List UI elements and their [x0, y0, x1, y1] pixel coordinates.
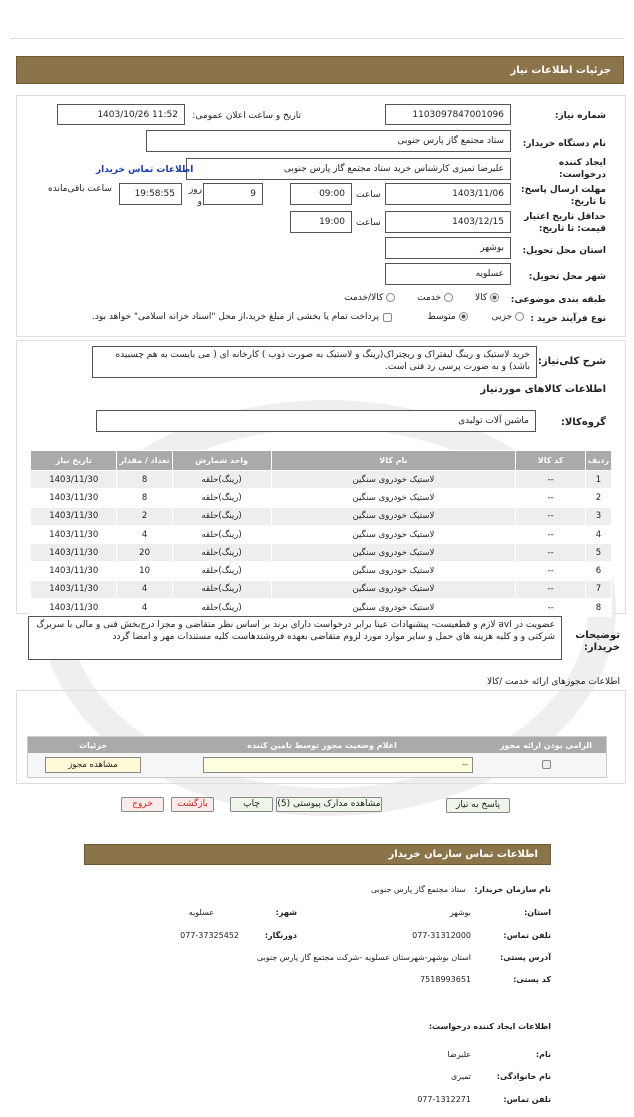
min-price-label: حداقل تاریخ اعتبار قیمت: تا تاریخ:	[524, 212, 606, 234]
deadline-time-field: 09:00	[290, 183, 352, 205]
cell-qty: 4	[117, 525, 172, 543]
page-title: جزئیات اطلاعات نیاز	[510, 64, 611, 76]
goods-table	[30, 450, 612, 617]
page-title-bar	[16, 56, 624, 84]
cell-unit: (رینگ)حلقه	[172, 525, 271, 543]
cell-unit: (رینگ)حلقه	[172, 471, 271, 489]
cell-date: 1403/11/30	[31, 580, 117, 598]
table-row	[31, 599, 612, 617]
cell-row: 1	[585, 471, 611, 489]
min-price-date-field: 1403/12/15	[385, 211, 511, 233]
need-number-label: شماره نیاز:	[554, 111, 606, 121]
creator-name-label: نام:	[535, 1050, 551, 1059]
goods-table-header	[31, 451, 612, 471]
cell-date: 1403/11/30	[31, 489, 117, 507]
goods-table-body	[31, 471, 612, 617]
contact-org-label: نام سازمان خریدار:	[474, 885, 551, 894]
buyer-notes-label: توضیحات خریدار:	[575, 630, 620, 653]
summary-field: خرید لاستیک و رینگ لیفتراک و ریچتراک(رینگ و لاستیک به صورت ذوب ) کارخانه ای ( می بایست به هم چسبیده باشد) و به صورت پرسی رد فنی است.	[92, 346, 537, 378]
buyer-org-label: نام دستگاه خریدار:	[522, 139, 606, 149]
deadline-date-field: 1403/11/06	[385, 183, 511, 205]
treasury-checkbox[interactable]	[383, 313, 392, 322]
contact-province-value: بوشهر	[449, 908, 471, 917]
contact-phone-label: تلفن تماس:	[503, 931, 551, 940]
category-option-both[interactable]: کالا/خدمت	[344, 293, 395, 303]
contact-address-value: استان بوشهر-شهرستان عسلویه -شرکت مجتمع گاز پارس جنوبی	[256, 953, 471, 962]
cell-qty: 8	[117, 471, 172, 489]
days-label: روز و	[188, 185, 202, 207]
contact-org-value: ستاد مجتمع گاز پارس جنوبی	[371, 885, 466, 894]
cell-name: لاستیک خودروی سنگین	[271, 580, 516, 598]
cell-row: 7	[585, 580, 611, 598]
col-code: کد کالا	[516, 451, 586, 471]
exit-button[interactable]: خروج	[121, 797, 164, 812]
permit-col-status: اعلام وضعیت مجوز توسط تامین کننده	[158, 737, 486, 754]
cell-name: لاستیک خودروی سنگین	[271, 507, 516, 525]
col-row: ردیف	[585, 451, 611, 471]
print-button[interactable]: چاپ	[230, 797, 273, 812]
contact-postal-value: 7518993651	[420, 975, 471, 984]
cell-row: 2	[585, 489, 611, 507]
cell-name: لاستیک خودروی سنگین	[271, 544, 516, 562]
buyer-org-field: ستاد مجتمع گاز پارس جنوبی	[146, 130, 511, 152]
contact-title: اطلاعات تماس سازمان خریدار	[388, 849, 538, 860]
cell-row: 8	[585, 599, 611, 617]
reply-button[interactable]: پاسخ به نیاز	[446, 798, 510, 813]
col-date: تاریخ نیاز	[31, 451, 117, 471]
table-row	[31, 525, 612, 543]
contact-fax-value: 077-37325452	[180, 931, 239, 940]
cell-row: 4	[585, 525, 611, 543]
cell-code: --	[516, 562, 586, 580]
creator-label: ایجاد کننده درخواست:	[558, 158, 606, 180]
cell-code: --	[516, 544, 586, 562]
cell-date: 1403/11/30	[31, 507, 117, 525]
creator-phone-value: 077-1312271	[417, 1095, 471, 1104]
category-option-service[interactable]: خدمت	[417, 293, 453, 303]
table-row	[31, 562, 612, 580]
permits-table	[27, 736, 607, 778]
top-divider	[10, 38, 624, 39]
table-row	[31, 580, 612, 598]
contact-title-bar	[84, 844, 551, 865]
min-price-time-field: 19:00	[290, 211, 352, 233]
contact-city-value: عسلویه	[188, 908, 214, 917]
col-name: نام کالا	[271, 451, 516, 471]
cell-code: --	[516, 580, 586, 598]
announce-label: تاریخ و ساعت اعلان عمومی:	[192, 111, 301, 121]
cell-unit: (رینگ)حلقه	[172, 507, 271, 525]
process-option-minor[interactable]: جزیی	[492, 312, 524, 322]
category-radio-group	[344, 293, 499, 303]
cell-date: 1403/11/30	[31, 525, 117, 543]
permits-title: اطلاعات مجوزهای ارائه خدمت /کالا	[486, 677, 620, 687]
radio-minor[interactable]	[515, 312, 524, 321]
deadline-label: مهلت ارسال پاسخ: تا تاریخ:	[521, 185, 606, 207]
cell-qty: 4	[117, 580, 172, 598]
contact-city-label: شهر:	[275, 908, 297, 917]
remaining-time-field: 19:58:55	[119, 183, 182, 205]
creator-field: علیرضا تمیزی کارشناس خرید ستاد مجتمع گاز پارس جنوبی	[186, 158, 511, 180]
creator-phone-label: تلفن تماس:	[503, 1095, 551, 1104]
category-option-goods[interactable]: کالا	[475, 293, 499, 303]
radio-medium[interactable]	[459, 312, 468, 321]
goods-group-label: گروه‌کالا:	[560, 417, 606, 428]
cell-row: 3	[585, 507, 611, 525]
creator-name-value: علیرضا	[447, 1050, 471, 1059]
min-price-time-label: ساعت	[356, 218, 381, 228]
cell-name: لاستیک خودروی سنگین	[271, 471, 516, 489]
contact-phone-value: 077-31312000	[412, 931, 471, 940]
col-qty: تعداد / مقدار	[117, 451, 172, 471]
view-permit-button[interactable]: مشاهده مجوز	[45, 757, 141, 773]
back-button[interactable]: بازگشت	[171, 797, 214, 812]
col-unit: واحد شمارش	[172, 451, 271, 471]
goods-group-field: ماشین آلات تولیدی	[96, 410, 536, 432]
cell-code: --	[516, 489, 586, 507]
cell-name: لاستیک خودروی سنگین	[271, 525, 516, 543]
cell-name: لاستیک خودروی سنگین	[271, 562, 516, 580]
cell-unit: (رینگ)حلقه	[172, 489, 271, 507]
cell-row: 5	[585, 544, 611, 562]
remaining-label: ساعت باقی‌مانده	[48, 184, 112, 194]
treasury-note: پرداخت تمام یا بخشی از مبلغ خرید،از محل "اسناد خزانه اسلامی" خواهد بود.	[92, 312, 392, 322]
cell-unit: (رینگ)حلقه	[172, 544, 271, 562]
radio-service[interactable]	[444, 293, 453, 302]
province-label: استان محل تحویل:	[522, 246, 606, 256]
contact-province-label: استان:	[524, 908, 551, 917]
table-row	[31, 507, 612, 525]
cell-date: 1403/11/30	[31, 562, 117, 580]
cell-qty: 8	[117, 489, 172, 507]
process-radio-group	[427, 312, 524, 322]
cell-unit: (رینگ)حلقه	[172, 580, 271, 598]
summary-label: شرح کلی‌نیاز:	[537, 356, 606, 367]
creator-family-label: نام خانوادگی:	[496, 1072, 551, 1081]
permit-col-required: الزامی بودن ارائه مجوز	[486, 737, 607, 754]
creator-family-value: تمیزی	[451, 1072, 471, 1081]
contact-postal-label: کد پستی:	[513, 975, 551, 984]
contact-info-link[interactable]: اطلاعات تماس خریدار	[96, 165, 194, 175]
cell-code: --	[516, 471, 586, 489]
cell-qty: 20	[117, 544, 172, 562]
cell-unit: (رینگ)حلقه	[172, 599, 271, 617]
contact-address-label: آدرس پستی:	[500, 953, 551, 962]
province-field: بوشهر	[385, 237, 511, 259]
need-number-field: 1103097847001096	[385, 104, 511, 125]
goods-section-title: اطلاعات کالاهای موردنیاز	[480, 384, 606, 395]
city-field: عسلویه	[385, 263, 511, 285]
cell-qty: 2	[117, 507, 172, 525]
cell-name: لاستیک خودروی سنگین	[271, 489, 516, 507]
cell-code: --	[516, 507, 586, 525]
creator-info-title: اطلاعات ایجاد کننده درخواست:	[428, 1022, 551, 1031]
cell-date: 1403/11/30	[31, 471, 117, 489]
category-label: طبقه بندی موضوعی:	[510, 295, 606, 305]
process-label: نوع فرآیند خرید :	[530, 314, 606, 324]
cell-code: --	[516, 525, 586, 543]
table-row	[31, 544, 612, 562]
cell-row: 6	[585, 562, 611, 580]
cell-unit: (رینگ)حلقه	[172, 562, 271, 580]
table-row	[31, 489, 612, 507]
days-field: 9	[203, 183, 263, 205]
table-row	[31, 471, 612, 489]
permit-status-field[interactable]: --	[203, 757, 473, 773]
permit-required-checkbox[interactable]	[542, 760, 551, 769]
radio-goods[interactable]	[490, 293, 499, 302]
contact-fax-label: دورنگار:	[264, 931, 297, 940]
cell-date: 1403/11/30	[31, 544, 117, 562]
permit-col-details: جزئیات	[28, 737, 159, 754]
permits-table-header	[28, 737, 607, 754]
deadline-time-label: ساعت	[356, 190, 381, 200]
attachments-button[interactable]: مشاهده مدارک پیوستی (5)	[276, 797, 382, 812]
cell-date: 1403/11/30	[31, 599, 117, 617]
cell-qty: 10	[117, 562, 172, 580]
cell-name: لاستیک خودروی سنگین	[271, 599, 516, 617]
city-label: شهر محل تحویل:	[528, 272, 606, 282]
radio-both[interactable]	[386, 293, 395, 302]
cell-qty: 4	[117, 599, 172, 617]
process-option-medium[interactable]: متوسط	[427, 312, 467, 322]
cell-code: --	[516, 599, 586, 617]
buyer-notes-field: عضویت در avl لازم و قطعیست- پیشنهادات عینا برابر درخواست دارای برند بر اساس نظر متقاضی و مجزا درج‌بخش فنی و مالی با سربرگ شرکتی و و کلیه هزینه های حمل و سایر موارد مورد لزوم متقاضی بعهده فروشندهاست کلیه مستندات مهر و امضا گردد	[28, 616, 562, 660]
announce-field: 1403/10/26 11:52	[57, 104, 185, 125]
permits-row	[28, 753, 607, 778]
